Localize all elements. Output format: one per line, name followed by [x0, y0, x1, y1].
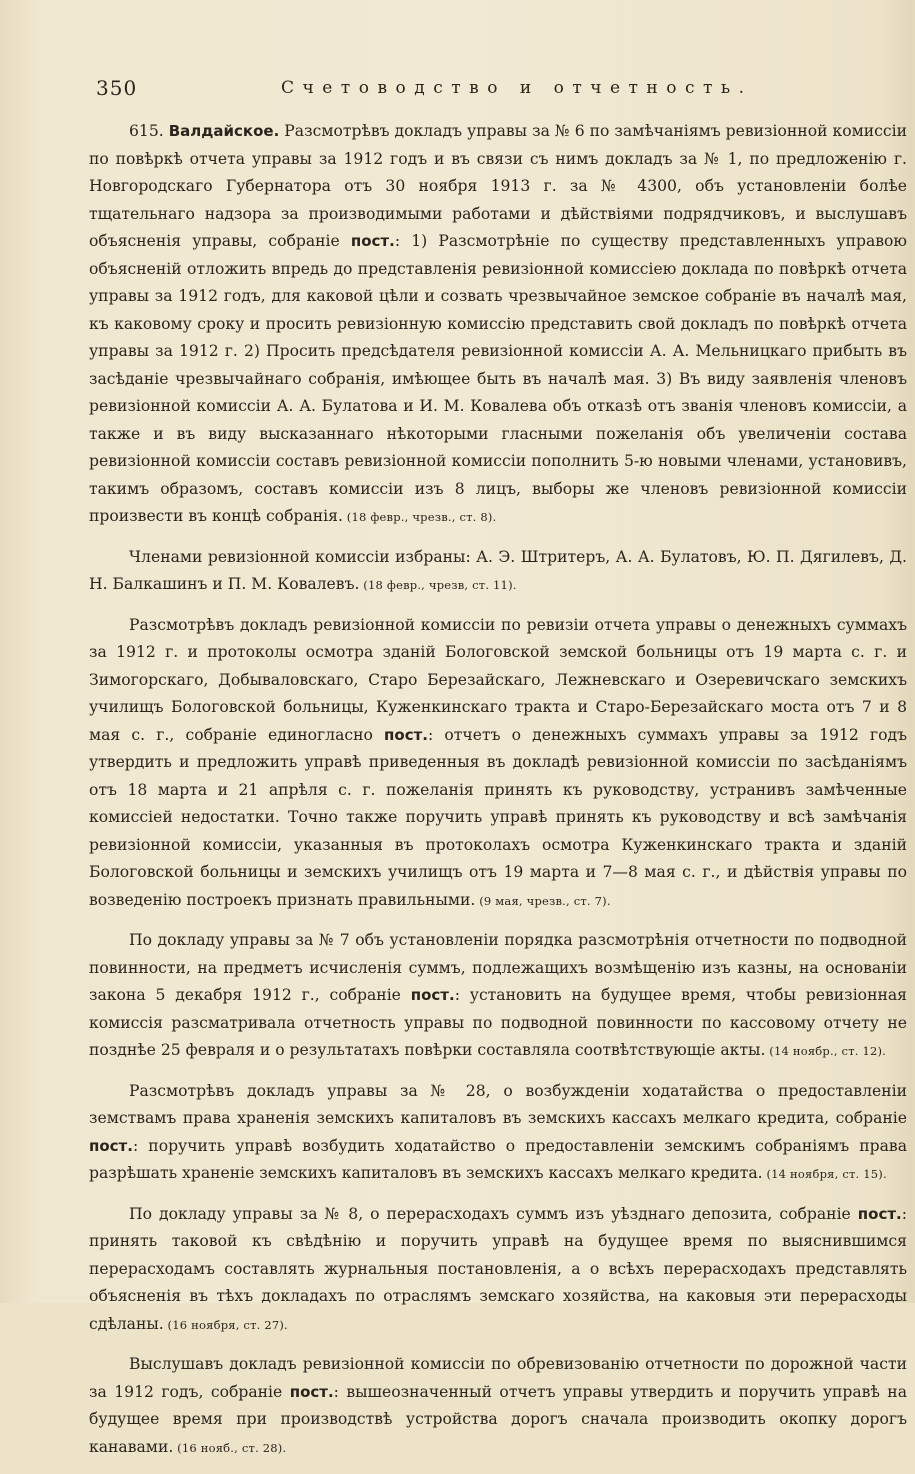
paragraph-road-audit: [89, 1351, 907, 1462]
session-reference: (16 нояб., ст. 28).: [173, 1440, 287, 1455]
paragraph-text: : отчетъ о денежныхъ суммахъ управы за 1912 годъ утвердить и предложить управѣ приведенныя въ докладѣ ревизіонной комиссіи по засѣданіямъ отъ 18 марта и 21 апрѣля с. г. пожеланія принять къ руководству, устранивъ замѣченные комиссіей недостатки. Точно также поручить управѣ принять къ руководству и всѣ замѣчанія ревизіонной комиссіи, указанныя въ протоколахъ осмотра Куженкинскаго тракта и зданій Бологовской больницы и земскихъ училищъ отъ 19 марта и 7—8 мая с. г., и дѣйствія управы по возведенію построекъ признать правильными.: [89, 725, 907, 909]
paragraph-valdai: [89, 118, 907, 532]
resolution-label: пост.: [857, 1204, 902, 1223]
paragraph-text: Разсмотрѣвъ докладъ управы за № 6 по замѣчаніямъ ревизіонной комиссіи по повѣркѣ отчета управы за 1912 годъ и въ связи съ нимъ докладъ за № 1, по предложенію г. Новгородскаго Губернатора отъ 30 ноября 1913 г. за № 4300, объ установленіи болѣе тщательнаго надзора за производимыми работами и дѣйствіями подрядчиковъ, и выслушавъ объясненія управы, собраніе: [89, 122, 907, 250]
paragraph-commission-members: [89, 544, 907, 600]
resolution-label: пост.: [289, 1382, 334, 1401]
paragraph-text: : поручить управѣ возбудить ходатайство о предоставленіи земскимъ собраніямъ права разрѣшать храненіе земскихъ капиталовъ въ земскихъ кассахъ мелкаго кредита.: [89, 1136, 907, 1182]
paragraph-text: Выслушавъ докладъ ревизіонной комиссіи по обревизованію отчетности по дорожной части за 1912 годъ, собраніе: [89, 1355, 907, 1401]
session-reference: (16 ноября, ст. 27).: [163, 1317, 288, 1332]
paragraph-text: По докладу управы за № 7 объ установленіи порядка разсмотрѣнія отчетности по подводной повинности, на предметъ исчисленія суммъ, подлежащихъ возмѣщенію изъ казны, на основаніи закона 5 декабря 1912 г., собраніе: [89, 931, 907, 1004]
paragraph-text: Членами ревизіонной комиссіи избраны: А. Э. Штритеръ, А. А. Булатовъ, Ю. П. Дягилевъ, Д. Н. Балкашинъ и П. М. Ковалевъ.: [89, 547, 907, 593]
running-title: Счетоводство и отчетность.: [281, 78, 753, 98]
page-number: 350: [96, 76, 138, 100]
paragraph-text: Разсмотрѣвъ докладъ ревизіонной комиссіи по ревизіи отчета управы о денежныхъ суммахъ за 1912 г. и протоколы осмотра зданій Бологовской земской больницы отъ 19 марта с. г. и Зимогорскаго, Добываловскаго, Старо Березайскаго, Лежневскаго и Озеревичскаго земскихъ училищъ Бологовской больницы, Куженкинскаго тракта и Старо-Березайскаго моста отъ 7 и 8 мая с. г., собраніе единогласно: [89, 615, 907, 744]
paragraph-cash-report: [89, 612, 907, 916]
resolution-label: пост.: [350, 232, 395, 250]
session-reference: (18 февр., чрезв, ст. 11).: [359, 578, 517, 592]
paragraph-overspending: [89, 1201, 907, 1340]
body-text: [89, 118, 907, 1474]
session-reference: (14 ноября, ст. 15).: [762, 1167, 887, 1181]
paragraph-text: Разсмотрѣвъ докладъ управы за № 28, о возбужденіи ходатайства о предоставленіи земствамъ права храненія земскихъ капиталовъ въ земскихъ кассахъ мелкаго кредита, собраніе: [89, 1081, 907, 1127]
paragraph-text: : установить на будущее время, чтобы ревизіонная комиссія разсматривала отчетность управы по подводной повинности по кассовому отчету не позднѣе 25 февраля и о результатахъ повѣрки составляла соотвѣтствующіе акты.: [89, 986, 907, 1059]
resolution-label: пост.: [89, 1136, 133, 1155]
paragraph-text: : вышеозначенный отчетъ управы утвердить и поручить управѣ на будущее время при производствѣ устройства дорогъ сначала производить окопку дорогъ канавами.: [89, 1382, 908, 1456]
resolution-label: пост.: [410, 986, 455, 1004]
resolution-label: пост.: [384, 725, 428, 744]
paragraph-capital-storage: [89, 1078, 907, 1189]
session-reference: (14 ноябр., ст. 12).: [765, 1044, 887, 1058]
session-reference: (18 февр., чрезв., ст. 8).: [342, 510, 497, 524]
district-name: Валдайское.: [168, 122, 280, 140]
paragraph-text: По докладу управы за № 8, о перерасходахъ суммъ изъ уѣзднаго депозита, собраніе: [129, 1204, 858, 1223]
session-reference: (9 мая, чрезв., ст. 7).: [475, 893, 611, 908]
page-header: [96, 76, 896, 106]
entry-number: 615.: [129, 122, 169, 140]
paragraph-text: : 1) Разсмотрѣніе по существу представленныхъ управою объясненій отложить впредь до представленія ревизіонной комиссіею доклада по повѣркѣ отчета управы за 1912 годъ, для каковой цѣли и созвать чрезвычайное земское собраніе въ началѣ мая, къ каковому сроку и просить ревизіонную комиссію представить свой докладъ по повѣркѣ отчета управы за 1912 г. 2) Просить предсѣдателя ревизіонной комиссіи А. А. Мельницкаго прибыть въ засѣданіе чрезвычайнаго собранія, имѣющее быть въ началѣ мая. 3) Въ виду заявленія членовъ ревизіонной комиссіи А. А. Булатова и И. М. Ковалева объ отказѣ отъ званія членовъ комиссіи, а также и въ виду высказаннаго нѣкоторыми гласными пожеланія объ увеличеніи состава ревизіонной комиссіи составъ ревизіонной комиссіи пополнить 5-ю новыми членами, установивъ, такимъ образомъ, составъ комиссіи изъ 8 лицъ, выборы же членовъ ревизіонной комиссіи произвести въ концѣ собранія.: [89, 232, 907, 525]
paragraph-cart-duty: [89, 927, 907, 1066]
paragraph-text: : принять таковой къ свѣдѣнію и поручить управѣ на будущее время по выяснившимся перерасходамъ составлять журнальныя постановленія, а о всѣхъ перерасходахъ представлять объясненія въ тѣхъ докладахъ по отраслямъ земскаго хозяйства, на каковыя эти перерасходы сдѣланы.: [89, 1204, 907, 1333]
